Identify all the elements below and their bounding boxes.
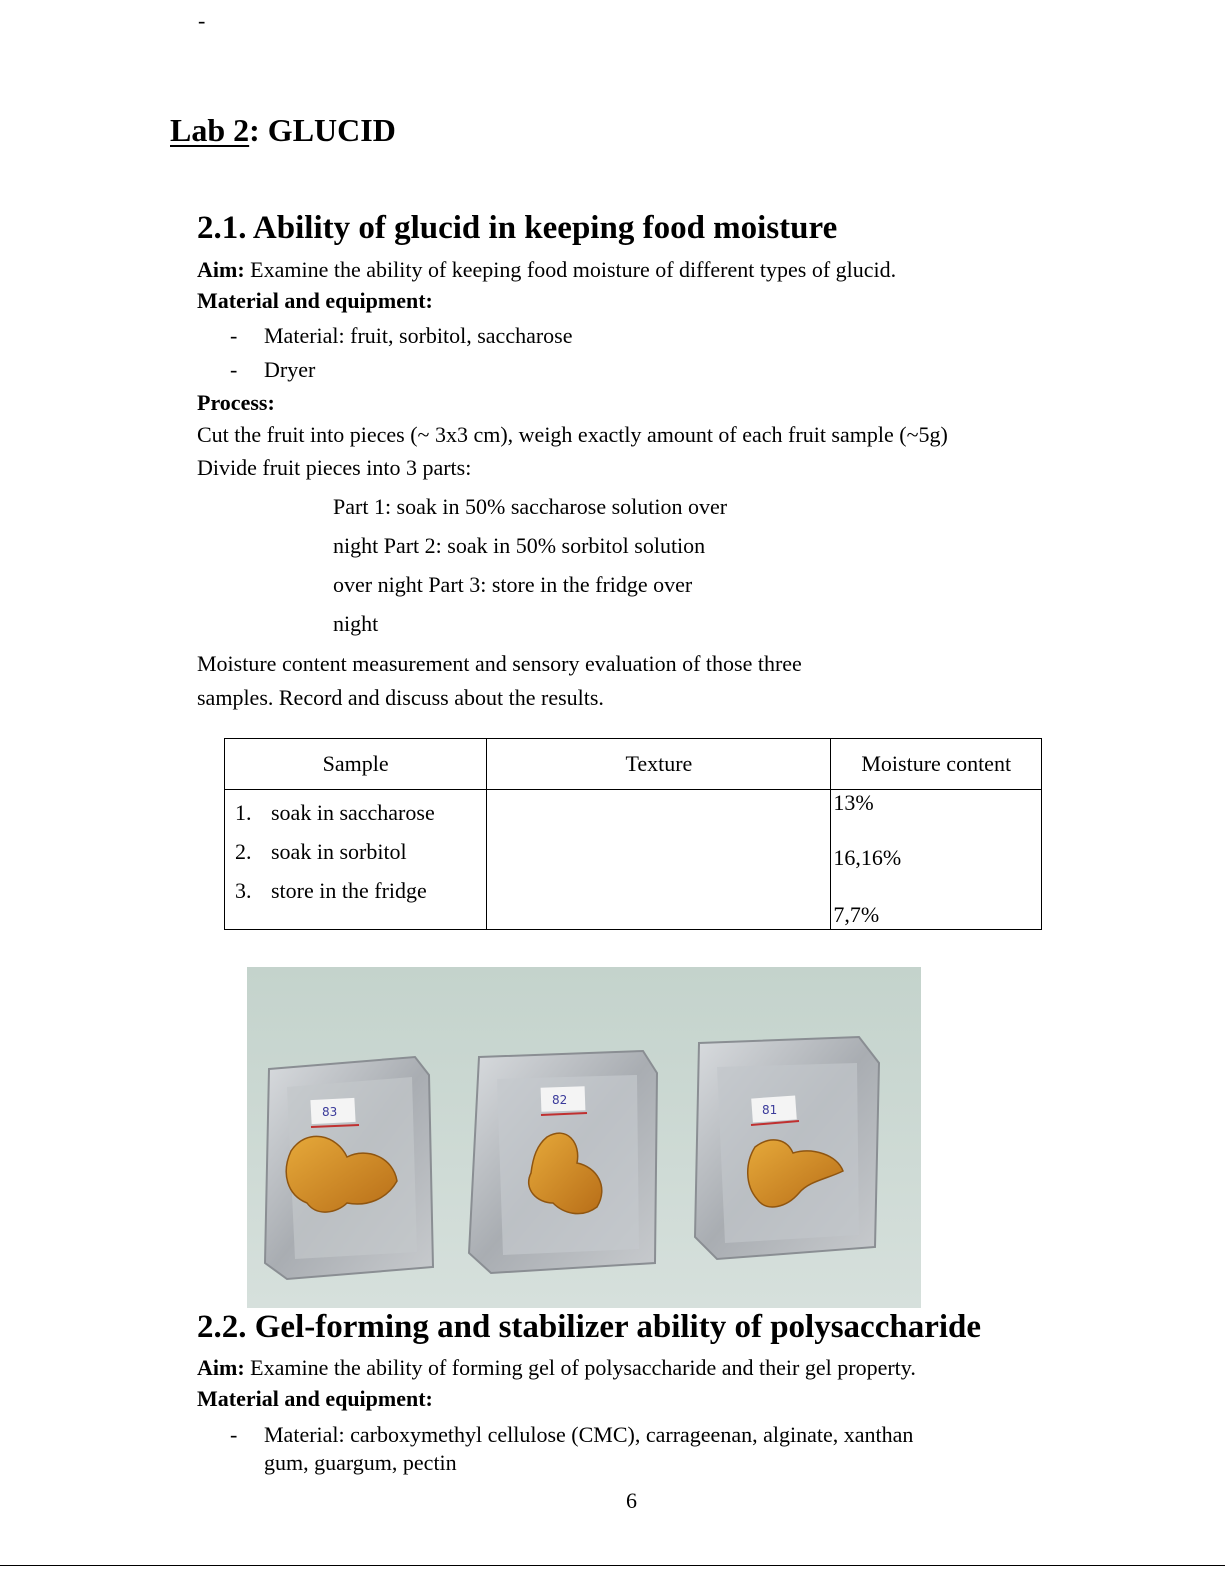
process-line: Divide fruit pieces into 3 parts: [197, 455, 472, 480]
lab-title-suffix: : GLUCID [249, 112, 396, 148]
process-line: Cut the fruit into pieces (~ 3x3 cm), weigh exactly amount of each fruit sample (~5g) [197, 422, 948, 447]
parts-line: night [333, 611, 379, 636]
aim-label: Aim: [197, 1355, 245, 1380]
foil-tray [265, 1057, 433, 1279]
tray-label: 81 [762, 1103, 778, 1117]
sample-item: 1. soak in saccharose [235, 800, 435, 825]
after-line: samples. Record and discuss about the results. [197, 685, 604, 710]
section-2-aim [197, 1355, 916, 1381]
section-1-heading: 2.1. Ability of glucid in keeping food moisture [197, 210, 838, 246]
table-row [225, 790, 1042, 930]
material-item: - Dryer [230, 357, 316, 382]
process-heading: Process: [197, 390, 275, 415]
tray-label: 82 [552, 1093, 568, 1107]
material-item-continued: gum, guargum, pectin [264, 1450, 457, 1475]
foil-tray [469, 1051, 657, 1273]
after-line: Moisture content measurement and sensory evaluation of those three [197, 651, 802, 676]
samples-cell [225, 790, 487, 930]
header-texture: Texture [487, 739, 831, 790]
lab-title [170, 112, 396, 149]
footer-rule [0, 1565, 1225, 1566]
header-sample: Sample [225, 739, 487, 790]
sample-item: 3. store in the fridge [235, 878, 427, 903]
results-table [224, 738, 1042, 930]
samples-photo [247, 967, 921, 1308]
moisture-value: 7,7% [833, 902, 880, 927]
section-1-material-heading: Material and equipment: [197, 288, 433, 313]
moisture-value: 16,16% [833, 845, 902, 870]
moisture-value: 13% [833, 790, 874, 815]
aim-text: Examine the ability of keeping food moisture of different types of glucid. [244, 257, 897, 282]
parts-line: Part 1: soak in 50% saccharose solution over [333, 494, 728, 519]
section-1-aim [197, 257, 896, 283]
material-item: - Material: fruit, sorbitol, saccharose [230, 323, 573, 348]
page-number: 6 [626, 1488, 637, 1513]
tray-label: 83 [322, 1105, 338, 1119]
lab-title-prefix: Lab 2 [170, 112, 250, 148]
top-mark: - [198, 8, 206, 33]
section-2-heading: 2.2. Gel-forming and stabilizer ability of polysaccharide [197, 1309, 982, 1345]
foil-tray [695, 1037, 879, 1259]
parts-line: over night Part 3: store in the fridge over [333, 572, 693, 597]
header-moisture: Moisture content [831, 739, 1042, 790]
texture-cell [487, 790, 831, 930]
sample-item: 2. soak in sorbitol [235, 839, 407, 864]
material-item: - Material: carboxymethyl cellulose (CMC), carrageenan, alginate, xanthan [230, 1422, 914, 1447]
parts-line: night Part 2: soak in 50% sorbitol solution [333, 533, 706, 558]
aim-text: Examine the ability of forming gel of polysaccharide and their gel property. [244, 1355, 916, 1380]
aim-label: Aim: [197, 257, 245, 282]
table-header-row [225, 739, 1042, 790]
moisture-cell [831, 790, 1042, 930]
section-2-material-heading: Material and equipment: [197, 1386, 433, 1411]
